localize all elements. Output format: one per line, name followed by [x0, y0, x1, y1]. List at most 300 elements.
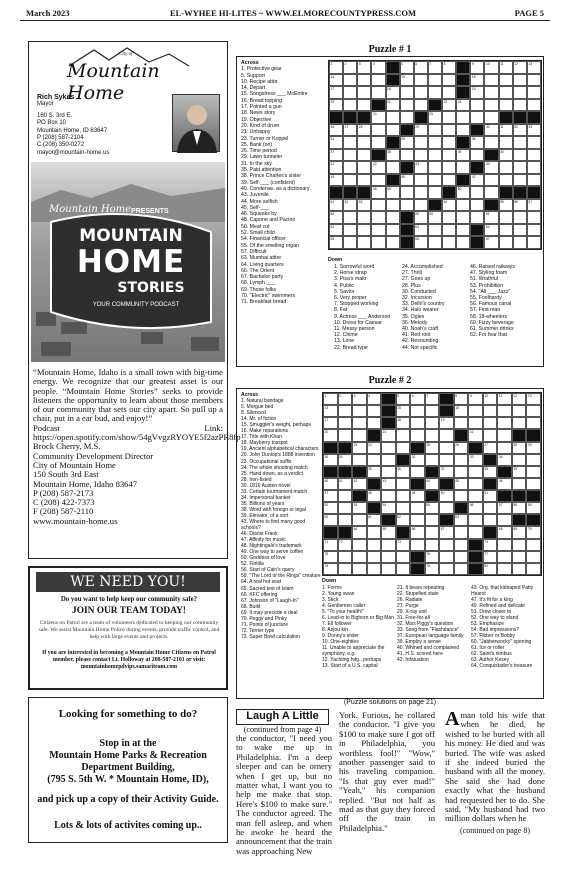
puzzle2-cell[interactable]: [483, 429, 498, 441]
puzzle1-cell[interactable]: [527, 136, 541, 149]
puzzle2-cell[interactable]: [367, 490, 382, 502]
puzzle2-cell[interactable]: [338, 393, 353, 405]
puzzle1-cell[interactable]: [484, 186, 498, 199]
puzzle1-cell[interactable]: [442, 174, 456, 187]
puzzle1-cell[interactable]: [442, 124, 456, 137]
puzzle1-cell[interactable]: [386, 224, 400, 237]
puzzle1-cell[interactable]: [499, 99, 513, 112]
puzzle1-cell[interactable]: [428, 224, 442, 237]
puzzle1-cell[interactable]: [414, 161, 428, 174]
puzzle2-cell[interactable]: [483, 539, 498, 551]
puzzle2-cell[interactable]: [454, 466, 469, 478]
puzzle1-cell[interactable]: [484, 174, 498, 187]
puzzle1-cell[interactable]: [414, 86, 428, 99]
puzzle2-cell[interactable]: [323, 563, 338, 575]
puzzle2-cell[interactable]: [352, 478, 367, 490]
puzzle2-cell[interactable]: [497, 502, 512, 514]
puzzle2-cell[interactable]: [338, 514, 353, 526]
puzzle1-grid[interactable]: [328, 60, 542, 250]
puzzle1-cell[interactable]: [499, 211, 513, 224]
puzzle2-cell[interactable]: [526, 393, 541, 405]
puzzle2-cell[interactable]: [323, 417, 338, 429]
puzzle1-cell[interactable]: [484, 211, 498, 224]
puzzle2-cell[interactable]: [323, 551, 338, 563]
puzzle1-cell[interactable]: [499, 136, 513, 149]
puzzle1-cell[interactable]: [484, 136, 498, 149]
puzzle2-cell[interactable]: [381, 551, 396, 563]
puzzle2-cell[interactable]: [512, 563, 527, 575]
puzzle2-cell[interactable]: [425, 454, 440, 466]
puzzle2-cell[interactable]: [352, 442, 367, 454]
podcast-link[interactable]: Podcast Link: https://open.spotify.com/show/54gVvgzRYOYE5f2azPR8fp: [33, 422, 241, 443]
puzzle1-cell[interactable]: [343, 199, 357, 212]
puzzle1-cell[interactable]: [329, 161, 343, 174]
puzzle1-cell[interactable]: [513, 236, 527, 249]
puzzle2-cell[interactable]: [396, 514, 411, 526]
puzzle1-cell[interactable]: [329, 211, 343, 224]
puzzle1-cell[interactable]: [442, 136, 456, 149]
puzzle2-cell[interactable]: [396, 490, 411, 502]
puzzle1-cell[interactable]: [357, 161, 371, 174]
puzzle1-cell[interactable]: [400, 74, 414, 87]
puzzle2-cell[interactable]: [526, 563, 541, 575]
puzzle1-cell[interactable]: [329, 224, 343, 237]
puzzle1-cell[interactable]: [456, 161, 470, 174]
puzzle1-cell[interactable]: [456, 199, 470, 212]
puzzle2-cell[interactable]: [396, 466, 411, 478]
puzzle1-cell[interactable]: [400, 199, 414, 212]
puzzle2-cell[interactable]: [454, 490, 469, 502]
puzzle1-cell[interactable]: [329, 124, 343, 137]
puzzle1-cell[interactable]: [428, 86, 442, 99]
puzzle1-cell[interactable]: [470, 111, 484, 124]
puzzle2-cell[interactable]: [381, 429, 396, 441]
puzzle1-cell[interactable]: [428, 236, 442, 249]
puzzle2-cell[interactable]: [468, 454, 483, 466]
puzzle2-cell[interactable]: [454, 393, 469, 405]
puzzle2-cell[interactable]: [512, 405, 527, 417]
puzzle1-cell[interactable]: [371, 61, 385, 74]
puzzle2-cell[interactable]: [439, 454, 454, 466]
puzzle2-cell[interactable]: [338, 502, 353, 514]
puzzle2-cell[interactable]: [425, 393, 440, 405]
puzzle2-cell[interactable]: [468, 514, 483, 526]
puzzle2-cell[interactable]: [367, 526, 382, 538]
puzzle2-cell[interactable]: [454, 551, 469, 563]
puzzle2-cell[interactable]: [323, 539, 338, 551]
puzzle1-cell[interactable]: [371, 186, 385, 199]
puzzle2-cell[interactable]: [396, 478, 411, 490]
puzzle1-cell[interactable]: [414, 99, 428, 112]
puzzle2-cell[interactable]: [483, 551, 498, 563]
puzzle2-cell[interactable]: [367, 514, 382, 526]
puzzle1-cell[interactable]: [400, 174, 414, 187]
puzzle2-cell[interactable]: [352, 429, 367, 441]
puzzle1-cell[interactable]: [513, 199, 527, 212]
puzzle1-cell[interactable]: [343, 74, 357, 87]
puzzle1-cell[interactable]: [357, 149, 371, 162]
puzzle1-cell[interactable]: [428, 74, 442, 87]
puzzle1-cell[interactable]: [371, 136, 385, 149]
puzzle1-cell[interactable]: [343, 224, 357, 237]
puzzle1-cell[interactable]: [400, 186, 414, 199]
puzzle2-cell[interactable]: [396, 393, 411, 405]
puzzle1-cell[interactable]: [527, 61, 541, 74]
puzzle1-cell[interactable]: [456, 124, 470, 137]
puzzle2-cell[interactable]: [439, 442, 454, 454]
puzzle1-cell[interactable]: [527, 199, 541, 212]
puzzle1-cell[interactable]: [400, 61, 414, 74]
puzzle2-cell[interactable]: [367, 442, 382, 454]
puzzle1-cell[interactable]: [357, 211, 371, 224]
puzzle2-cell[interactable]: [338, 417, 353, 429]
puzzle1-cell[interactable]: [400, 99, 414, 112]
puzzle1-cell[interactable]: [428, 211, 442, 224]
puzzle2-cell[interactable]: [497, 539, 512, 551]
puzzle1-cell[interactable]: [513, 149, 527, 162]
puzzle1-cell[interactable]: [513, 136, 527, 149]
puzzle1-cell[interactable]: [400, 149, 414, 162]
puzzle1-cell[interactable]: [442, 99, 456, 112]
puzzle2-cell[interactable]: [454, 526, 469, 538]
puzzle1-cell[interactable]: [414, 149, 428, 162]
puzzle1-cell[interactable]: [442, 199, 456, 212]
puzzle1-cell[interactable]: [499, 224, 513, 237]
puzzle1-cell[interactable]: [357, 99, 371, 112]
puzzle2-cell[interactable]: [512, 502, 527, 514]
puzzle2-cell[interactable]: [497, 526, 512, 538]
puzzle1-cell[interactable]: [484, 161, 498, 174]
puzzle1-cell[interactable]: [470, 61, 484, 74]
puzzle1-cell[interactable]: [527, 236, 541, 249]
puzzle2-cell[interactable]: [425, 478, 440, 490]
puzzle1-cell[interactable]: [414, 236, 428, 249]
puzzle2-cell[interactable]: [439, 417, 454, 429]
puzzle1-cell[interactable]: [386, 124, 400, 137]
puzzle1-cell[interactable]: [513, 124, 527, 137]
puzzle1-cell[interactable]: [386, 99, 400, 112]
puzzle2-cell[interactable]: [425, 526, 440, 538]
puzzle2-cell[interactable]: [425, 502, 440, 514]
puzzle1-cell[interactable]: [414, 136, 428, 149]
puzzle1-cell[interactable]: [343, 149, 357, 162]
puzzle2-cell[interactable]: [425, 442, 440, 454]
puzzle2-cell[interactable]: [425, 417, 440, 429]
puzzle1-cell[interactable]: [456, 224, 470, 237]
puzzle1-cell[interactable]: [499, 236, 513, 249]
puzzle2-cell[interactable]: [526, 405, 541, 417]
puzzle1-cell[interactable]: [386, 161, 400, 174]
puzzle2-cell[interactable]: [367, 466, 382, 478]
puzzle1-cell[interactable]: [484, 124, 498, 137]
puzzle2-cell[interactable]: [367, 405, 382, 417]
puzzle1-cell[interactable]: [329, 236, 343, 249]
puzzle1-cell[interactable]: [470, 86, 484, 99]
puzzle2-cell[interactable]: [338, 405, 353, 417]
puzzle2-cell[interactable]: [338, 429, 353, 441]
puzzle2-cell[interactable]: [323, 405, 338, 417]
puzzle1-cell[interactable]: [442, 161, 456, 174]
puzzle2-cell[interactable]: [526, 526, 541, 538]
puzzle2-cell[interactable]: [439, 466, 454, 478]
puzzle1-cell[interactable]: [442, 211, 456, 224]
puzzle2-cell[interactable]: [396, 563, 411, 575]
puzzle2-cell[interactable]: [410, 502, 425, 514]
puzzle2-cell[interactable]: [483, 442, 498, 454]
puzzle2-cell[interactable]: [497, 417, 512, 429]
puzzle1-cell[interactable]: [442, 236, 456, 249]
puzzle2-cell[interactable]: [439, 539, 454, 551]
puzzle1-cell[interactable]: [357, 224, 371, 237]
puzzle1-cell[interactable]: [456, 149, 470, 162]
puzzle1-cell[interactable]: [527, 149, 541, 162]
puzzle2-cell[interactable]: [323, 514, 338, 526]
puzzle2-cell[interactable]: [425, 429, 440, 441]
puzzle1-cell[interactable]: [470, 186, 484, 199]
puzzle1-cell[interactable]: [371, 236, 385, 249]
puzzle2-cell[interactable]: [323, 490, 338, 502]
puzzle1-cell[interactable]: [371, 199, 385, 212]
puzzle1-cell[interactable]: [527, 174, 541, 187]
puzzle2-cell[interactable]: [410, 514, 425, 526]
puzzle1-cell[interactable]: [484, 74, 498, 87]
puzzle2-cell[interactable]: [439, 526, 454, 538]
puzzle2-cell[interactable]: [396, 417, 411, 429]
puzzle2-cell[interactable]: [381, 526, 396, 538]
quote-website[interactable]: www.mountain-home.us: [33, 515, 118, 526]
puzzle2-cell[interactable]: [497, 405, 512, 417]
puzzle2-cell[interactable]: [512, 454, 527, 466]
puzzle1-cell[interactable]: [329, 61, 343, 74]
puzzle2-cell[interactable]: [512, 466, 527, 478]
puzzle2-cell[interactable]: [410, 417, 425, 429]
puzzle1-cell[interactable]: [357, 74, 371, 87]
puzzle2-cell[interactable]: [483, 417, 498, 429]
puzzle1-cell[interactable]: [484, 86, 498, 99]
puzzle2-cell[interactable]: [512, 417, 527, 429]
puzzle2-cell[interactable]: [352, 514, 367, 526]
puzzle2-cell[interactable]: [526, 466, 541, 478]
puzzle2-cell[interactable]: [410, 539, 425, 551]
puzzle1-cell[interactable]: [442, 86, 456, 99]
puzzle2-cell[interactable]: [526, 417, 541, 429]
puzzle1-cell[interactable]: [371, 86, 385, 99]
puzzle2-cell[interactable]: [323, 393, 338, 405]
puzzle1-cell[interactable]: [428, 174, 442, 187]
puzzle1-cell[interactable]: [371, 111, 385, 124]
puzzle1-cell[interactable]: [371, 224, 385, 237]
puzzle2-cell[interactable]: [381, 563, 396, 575]
puzzle2-cell[interactable]: [396, 429, 411, 441]
puzzle1-cell[interactable]: [386, 236, 400, 249]
puzzle2-cell[interactable]: [410, 526, 425, 538]
puzzle1-cell[interactable]: [499, 61, 513, 74]
puzzle1-cell[interactable]: [428, 161, 442, 174]
puzzle1-cell[interactable]: [456, 211, 470, 224]
puzzle2-cell[interactable]: [439, 429, 454, 441]
puzzle1-cell[interactable]: [371, 174, 385, 187]
puzzle2-cell[interactable]: [497, 478, 512, 490]
puzzle2-cell[interactable]: [323, 454, 338, 466]
puzzle2-cell[interactable]: [497, 454, 512, 466]
puzzle1-cell[interactable]: [400, 136, 414, 149]
puzzle1-cell[interactable]: [400, 111, 414, 124]
puzzle2-cell[interactable]: [526, 502, 541, 514]
puzzle2-cell[interactable]: [454, 417, 469, 429]
puzzle2-cell[interactable]: [468, 490, 483, 502]
puzzle1-cell[interactable]: [513, 224, 527, 237]
puzzle1-cell[interactable]: [343, 174, 357, 187]
puzzle2-cell[interactable]: [454, 539, 469, 551]
puzzle2-cell[interactable]: [352, 405, 367, 417]
puzzle1-cell[interactable]: [499, 174, 513, 187]
puzzle2-cell[interactable]: [352, 454, 367, 466]
puzzle1-cell[interactable]: [527, 224, 541, 237]
puzzle2-cell[interactable]: [323, 429, 338, 441]
puzzle1-cell[interactable]: [357, 61, 371, 74]
puzzle1-cell[interactable]: [414, 124, 428, 137]
puzzle2-cell[interactable]: [512, 393, 527, 405]
puzzle1-cell[interactable]: [329, 199, 343, 212]
puzzle2-cell[interactable]: [367, 539, 382, 551]
puzzle2-cell[interactable]: [381, 454, 396, 466]
puzzle1-cell[interactable]: [343, 99, 357, 112]
puzzle1-cell[interactable]: [414, 61, 428, 74]
puzzle1-cell[interactable]: [527, 161, 541, 174]
puzzle2-cell[interactable]: [497, 563, 512, 575]
puzzle2-cell[interactable]: [410, 393, 425, 405]
puzzle1-cell[interactable]: [499, 149, 513, 162]
puzzle1-cell[interactable]: [527, 211, 541, 224]
puzzle1-cell[interactable]: [484, 224, 498, 237]
puzzle1-cell[interactable]: [343, 161, 357, 174]
puzzle1-cell[interactable]: [442, 61, 456, 74]
puzzle2-cell[interactable]: [352, 563, 367, 575]
puzzle1-cell[interactable]: [527, 124, 541, 137]
puzzle1-cell[interactable]: [456, 236, 470, 249]
puzzle1-cell[interactable]: [470, 211, 484, 224]
puzzle2-cell[interactable]: [483, 490, 498, 502]
puzzle2-cell[interactable]: [352, 417, 367, 429]
puzzle2-cell[interactable]: [352, 539, 367, 551]
puzzle1-cell[interactable]: [357, 136, 371, 149]
puzzle2-cell[interactable]: [454, 454, 469, 466]
puzzle2-cell[interactable]: [526, 454, 541, 466]
puzzle2-cell[interactable]: [439, 490, 454, 502]
puzzle1-cell[interactable]: [513, 211, 527, 224]
puzzle1-cell[interactable]: [527, 86, 541, 99]
puzzle2-cell[interactable]: [410, 490, 425, 502]
puzzle2-cell[interactable]: [497, 442, 512, 454]
puzzle1-cell[interactable]: [343, 136, 357, 149]
puzzle1-cell[interactable]: [386, 211, 400, 224]
puzzle2-cell[interactable]: [425, 551, 440, 563]
puzzle1-cell[interactable]: [343, 61, 357, 74]
puzzle2-cell[interactable]: [396, 551, 411, 563]
puzzle2-cell[interactable]: [425, 405, 440, 417]
puzzle1-cell[interactable]: [428, 111, 442, 124]
puzzle1-cell[interactable]: [386, 199, 400, 212]
puzzle2-cell[interactable]: [454, 478, 469, 490]
puzzle1-cell[interactable]: [371, 211, 385, 224]
puzzle1-cell[interactable]: [442, 149, 456, 162]
puzzle2-cell[interactable]: [425, 563, 440, 575]
puzzle1-cell[interactable]: [513, 86, 527, 99]
puzzle2-cell[interactable]: [468, 429, 483, 441]
puzzle1-cell[interactable]: [428, 124, 442, 137]
puzzle2-cell[interactable]: [483, 563, 498, 575]
puzzle2-cell[interactable]: [367, 393, 382, 405]
puzzle1-cell[interactable]: [428, 136, 442, 149]
puzzle1-cell[interactable]: [414, 224, 428, 237]
puzzle1-cell[interactable]: [513, 99, 527, 112]
puzzle1-cell[interactable]: [499, 74, 513, 87]
puzzle1-cell[interactable]: [414, 199, 428, 212]
puzzle2-cell[interactable]: [381, 502, 396, 514]
puzzle1-cell[interactable]: [484, 61, 498, 74]
puzzle1-cell[interactable]: [400, 86, 414, 99]
puzzle1-cell[interactable]: [513, 61, 527, 74]
puzzle1-cell[interactable]: [386, 149, 400, 162]
puzzle2-cell[interactable]: [468, 417, 483, 429]
puzzle2-cell[interactable]: [512, 478, 527, 490]
puzzle1-cell[interactable]: [470, 99, 484, 112]
puzzle1-cell[interactable]: [470, 149, 484, 162]
puzzle2-cell[interactable]: [338, 551, 353, 563]
puzzle2-cell[interactable]: [381, 466, 396, 478]
puzzle1-cell[interactable]: [428, 149, 442, 162]
puzzle1-cell[interactable]: [386, 111, 400, 124]
puzzle2-cell[interactable]: [526, 478, 541, 490]
puzzle2-cell[interactable]: [425, 539, 440, 551]
puzzle2-cell[interactable]: [468, 466, 483, 478]
puzzle2-cell[interactable]: [410, 454, 425, 466]
puzzle1-cell[interactable]: [470, 136, 484, 149]
puzzle1-cell[interactable]: [442, 224, 456, 237]
puzzle1-cell[interactable]: [428, 186, 442, 199]
puzzle2-cell[interactable]: [323, 478, 338, 490]
puzzle2-cell[interactable]: [381, 478, 396, 490]
puzzle2-cell[interactable]: [483, 502, 498, 514]
puzzle2-cell[interactable]: [323, 502, 338, 514]
puzzle2-cell[interactable]: [338, 490, 353, 502]
puzzle2-cell[interactable]: [468, 478, 483, 490]
puzzle1-cell[interactable]: [513, 161, 527, 174]
puzzle2-cell[interactable]: [468, 405, 483, 417]
puzzle1-cell[interactable]: [329, 149, 343, 162]
puzzle1-cell[interactable]: [456, 186, 470, 199]
puzzle2-cell[interactable]: [497, 514, 512, 526]
puzzle1-cell[interactable]: [343, 124, 357, 137]
puzzle1-cell[interactable]: [329, 99, 343, 112]
puzzle1-cell[interactable]: [386, 186, 400, 199]
puzzle2-cell[interactable]: [410, 405, 425, 417]
puzzle1-cell[interactable]: [428, 61, 442, 74]
puzzle2-cell[interactable]: [396, 442, 411, 454]
puzzle2-cell[interactable]: [410, 466, 425, 478]
puzzle1-cell[interactable]: [371, 161, 385, 174]
puzzle1-cell[interactable]: [329, 174, 343, 187]
puzzle1-cell[interactable]: [527, 99, 541, 112]
puzzle1-cell[interactable]: [414, 174, 428, 187]
puzzle2-cell[interactable]: [352, 502, 367, 514]
puzzle1-cell[interactable]: [329, 136, 343, 149]
puzzle1-cell[interactable]: [414, 186, 428, 199]
puzzle2-cell[interactable]: [497, 551, 512, 563]
puzzle2-cell[interactable]: [439, 563, 454, 575]
puzzle2-cell[interactable]: [439, 551, 454, 563]
puzzle2-cell[interactable]: [454, 442, 469, 454]
